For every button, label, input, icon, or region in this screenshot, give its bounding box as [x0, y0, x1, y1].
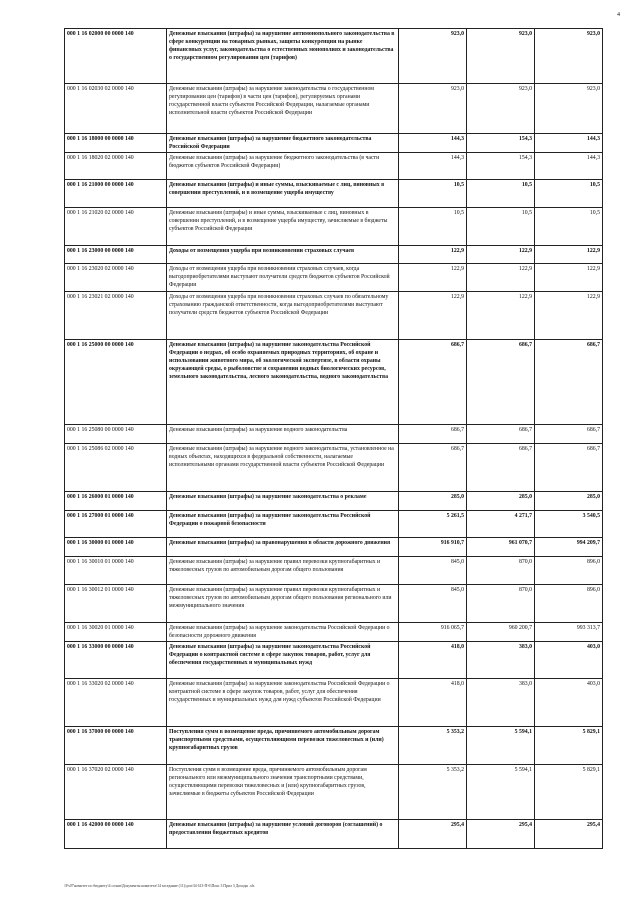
budget-code-cell: 000 1 16 33020 02 0000 140: [65, 679, 167, 727]
amount-year-1-cell: 10,5: [399, 208, 467, 246]
budget-code-cell: 000 1 16 26000 01 0000 140: [65, 492, 167, 511]
revenue-name-cell: Денежные взыскания (штрафы) за нарушение законодательства Российской Федерации о безопасности дорожного движения: [167, 623, 399, 642]
amount-year-2-cell: 960 200,7: [467, 623, 535, 642]
table-row: [65, 84, 603, 134]
amount-year-1-cell: 686,7: [399, 340, 467, 425]
budget-code-cell: 000 1 16 23020 02 0000 140: [65, 264, 167, 292]
table-row: [65, 134, 603, 153]
amount-year-2-cell: 10,5: [467, 180, 535, 208]
table-row: [65, 208, 603, 246]
table-row: [65, 557, 603, 585]
budget-code-cell: 000 1 16 25000 00 0000 140: [65, 340, 167, 425]
amount-year-3-cell: 403,0: [535, 642, 603, 679]
revenue-table: [64, 28, 603, 849]
amount-year-3-cell: 994 209,7: [535, 538, 603, 557]
table-row: [65, 246, 603, 264]
revenue-name-cell: Денежные взыскания (штрафы) за нарушение условий договоров (соглашений) о предоставлении бюджетных кредитов: [167, 820, 399, 849]
table-row: [65, 292, 603, 340]
amount-year-2-cell: 383,0: [467, 642, 535, 679]
revenue-name-cell: Денежные взыскания (штрафы) и иные суммы, взыскиваемые с лиц, виновных в совершении преступлений, и в возмещение ущерба имуществу, зачисляемые в бюджеты субъектов Российской Федерации: [167, 208, 399, 246]
page-number: 4: [617, 12, 620, 18]
revenue-name-cell: Денежные взыскания (штрафы) за нарушение водного законодательства, установленное на водных объектах, находящихся в федеральной собственности, налагаемые исполнительными органами государственной власти субъектов Российской Федерации: [167, 444, 399, 492]
amount-year-2-cell: 923,0: [467, 29, 535, 84]
budget-code-cell: 000 1 16 18000 00 0000 140: [65, 134, 167, 153]
table-row: [65, 29, 603, 84]
revenue-name-cell: Денежные взыскания (штрафы) и иные суммы, взыскиваемые с лиц, виновных в совершении преступлений, и в возмещение ущерба имуществу: [167, 180, 399, 208]
amount-year-1-cell: 122,9: [399, 292, 467, 340]
revenue-name-cell: Денежные взыскания (штрафы) за нарушение законодательства Российской Федерации о пожарной безопасности: [167, 511, 399, 538]
amount-year-1-cell: 295,4: [399, 820, 467, 849]
amount-year-1-cell: 5 261,5: [399, 511, 467, 538]
table-row: [65, 642, 603, 679]
amount-year-2-cell: 686,7: [467, 340, 535, 425]
amount-year-1-cell: 122,9: [399, 264, 467, 292]
amount-year-2-cell: 686,7: [467, 425, 535, 444]
revenue-name-cell: Денежные взыскания (штрафы) за правонарушения в области дорожного движения: [167, 538, 399, 557]
table-row: [65, 153, 603, 180]
revenue-name-cell: Доходы от возмещения ущерба при возникновении страховых случаев по обязательному страхованию гражданской ответственности, когда выгодоприобретателями выступают получатели средств бюджетов субъектов Российской Федерации: [167, 292, 399, 340]
revenue-name-cell: Денежные взыскания (штрафы) за нарушение правил перевозки крупногабаритных и тяжеловесных грузов по автомобильным дорогам общего пользования: [167, 557, 399, 585]
amount-year-3-cell: 10,5: [535, 208, 603, 246]
amount-year-1-cell: 285,0: [399, 492, 467, 511]
amount-year-1-cell: 845,0: [399, 585, 467, 623]
budget-code-cell: 000 1 16 25086 02 0000 140: [65, 444, 167, 492]
amount-year-3-cell: 10,5: [535, 180, 603, 208]
table-row: [65, 623, 603, 642]
amount-year-1-cell: 916 065,7: [399, 623, 467, 642]
amount-year-1-cell: 916 910,7: [399, 538, 467, 557]
budget-code-cell: 000 1 16 18020 02 0000 140: [65, 153, 167, 180]
amount-year-3-cell: 896,0: [535, 557, 603, 585]
amount-year-2-cell: 154,3: [467, 134, 535, 153]
amount-year-3-cell: 686,7: [535, 340, 603, 425]
amount-year-1-cell: 923,0: [399, 29, 467, 84]
file-path-footer: \\Fs07\комитет по бюджету\4 созыв\Документы комитета\14 заседание (11)\доп\34 613-П-6\Пояс 3 Прил 3 Доходы .xls: [64, 884, 255, 888]
amount-year-2-cell: 4 271,7: [467, 511, 535, 538]
table-row: [65, 765, 603, 820]
amount-year-3-cell: 285,0: [535, 492, 603, 511]
amount-year-2-cell: 961 070,7: [467, 538, 535, 557]
amount-year-2-cell: 122,9: [467, 264, 535, 292]
table-row: [65, 264, 603, 292]
amount-year-3-cell: 686,7: [535, 444, 603, 492]
revenue-name-cell: Денежные взыскания (штрафы) за нарушение законодательства Российской Федерации о контрактной системе в сфере закупок товаров, работ, услуг для обеспечения государственных и муниципальных нужд для нужд субъектов Российской Федерации: [167, 679, 399, 727]
amount-year-2-cell: 154,3: [467, 153, 535, 180]
revenue-name-cell: Денежные взыскания (штрафы) за нарушение водного законодательства: [167, 425, 399, 444]
revenue-table-body: [65, 29, 603, 849]
revenue-name-cell: Поступления сумм в возмещение вреда, причиняемого автомобильным дорогам регионального или межмуниципального значения транспортными средствами, осуществляющими перевозки тяжеловесных и (или) крупногабаритных грузов, зачисляемые в бюджеты субъектов Российской Федерации: [167, 765, 399, 820]
amount-year-3-cell: 923,0: [535, 29, 603, 84]
table-row: [65, 538, 603, 557]
budget-code-cell: 000 1 16 30020 01 0000 140: [65, 623, 167, 642]
amount-year-1-cell: 418,0: [399, 679, 467, 727]
amount-year-1-cell: 10,5: [399, 180, 467, 208]
amount-year-2-cell: 285,0: [467, 492, 535, 511]
amount-year-3-cell: 686,7: [535, 425, 603, 444]
table-row: [65, 340, 603, 425]
amount-year-3-cell: 144,3: [535, 153, 603, 180]
amount-year-2-cell: 122,9: [467, 292, 535, 340]
amount-year-1-cell: 5 353,2: [399, 727, 467, 765]
table-row: [65, 444, 603, 492]
amount-year-2-cell: 870,0: [467, 585, 535, 623]
amount-year-2-cell: 122,9: [467, 246, 535, 264]
amount-year-3-cell: 5 829,1: [535, 727, 603, 765]
revenue-name-cell: Денежные взыскания (штрафы) за нарушение правил перевозки крупногабаритных и тяжеловесных грузов по автомобильным дорогам общего пользования регионального или межмуниципального значения: [167, 585, 399, 623]
amount-year-3-cell: 3 540,5: [535, 511, 603, 538]
budget-code-cell: 000 1 16 27000 01 0000 140: [65, 511, 167, 538]
amount-year-1-cell: 923,0: [399, 84, 467, 134]
budget-code-cell: 000 1 16 42000 00 0000 140: [65, 820, 167, 849]
amount-year-2-cell: 5 594,1: [467, 765, 535, 820]
table-row: [65, 820, 603, 849]
budget-code-cell: 000 1 16 33000 00 0000 140: [65, 642, 167, 679]
amount-year-3-cell: 295,4: [535, 820, 603, 849]
amount-year-2-cell: 295,4: [467, 820, 535, 849]
amount-year-3-cell: 923,0: [535, 84, 603, 134]
revenue-name-cell: Поступления сумм в возмещение вреда, причиняемого автомобильным дорогам транспортными средствами, осуществляющими перевозки тяжеловесных и (или) крупногабаритных грузов: [167, 727, 399, 765]
amount-year-2-cell: 870,0: [467, 557, 535, 585]
budget-code-cell: 000 1 16 30012 01 0000 140: [65, 585, 167, 623]
table-row: [65, 727, 603, 765]
amount-year-3-cell: 122,9: [535, 264, 603, 292]
table-row: [65, 425, 603, 444]
amount-year-1-cell: 144,3: [399, 153, 467, 180]
amount-year-3-cell: 5 829,1: [535, 765, 603, 820]
amount-year-3-cell: 144,3: [535, 134, 603, 153]
revenue-name-cell: Денежные взыскания (штрафы) за нарушение законодательства о государственном регулировании цен (тарифов) в части цен (тарифов), регулируемых органами государственной власти субъектов Российской Федерации, налагаемые органами исполнительной власти субъектов Российской Федерации: [167, 84, 399, 134]
amount-year-1-cell: 5 353,2: [399, 765, 467, 820]
amount-year-1-cell: 122,9: [399, 246, 467, 264]
amount-year-1-cell: 144,3: [399, 134, 467, 153]
revenue-name-cell: Денежные взыскания (штрафы) за нарушение бюджетного законодательства (в части бюджетов субъектов Российской Федерации): [167, 153, 399, 180]
amount-year-3-cell: 122,9: [535, 292, 603, 340]
table-row: [65, 492, 603, 511]
amount-year-2-cell: 686,7: [467, 444, 535, 492]
amount-year-2-cell: 5 594,1: [467, 727, 535, 765]
table-row: [65, 585, 603, 623]
revenue-name-cell: Денежные взыскания (штрафы) за нарушение законодательства Российской Федерации о недрах, об особо охраняемых природных территориях, об охране и использовании животного мира, об экологической экспертизе, в области охраны окружающей среды, о рыболовстве и сохранении водных биологических ресурсов, земельного законодательства, лесного законодательства, водного законодательства: [167, 340, 399, 425]
amount-year-2-cell: 383,0: [467, 679, 535, 727]
amount-year-2-cell: 10,5: [467, 208, 535, 246]
budget-code-cell: 000 1 16 30000 01 0000 140: [65, 538, 167, 557]
amount-year-3-cell: 403,0: [535, 679, 603, 727]
table-row: [65, 180, 603, 208]
revenue-name-cell: Доходы от возмещения ущерба при возникновении страховых случаев, когда выгодоприобретателями выступают получатели средств бюджетов субъектов Российской Федерации: [167, 264, 399, 292]
budget-code-cell: 000 1 16 21020 02 0000 140: [65, 208, 167, 246]
amount-year-1-cell: 686,7: [399, 425, 467, 444]
budget-code-cell: 000 1 16 21000 00 0000 140: [65, 180, 167, 208]
budget-code-cell: 000 1 16 25080 00 0000 140: [65, 425, 167, 444]
revenue-name-cell: Денежные взыскания (штрафы) за нарушение законодательства Российской Федерации о контрактной системе в сфере закупок товаров, работ, услуг для обеспечения государственных и муниципальных нужд: [167, 642, 399, 679]
amount-year-2-cell: 923,0: [467, 84, 535, 134]
revenue-name-cell: Денежные взыскания (штрафы) за нарушение законодательства о рекламе: [167, 492, 399, 511]
budget-code-cell: 000 1 16 23000 00 0000 140: [65, 246, 167, 264]
budget-code-cell: 000 1 16 37000 00 0000 140: [65, 727, 167, 765]
amount-year-3-cell: 993 313,7: [535, 623, 603, 642]
revenue-name-cell: Доходы от возмещения ущерба при возникновении страховых случаев: [167, 246, 399, 264]
amount-year-1-cell: 686,7: [399, 444, 467, 492]
budget-code-cell: 000 1 16 02000 00 0000 140: [65, 29, 167, 84]
amount-year-1-cell: 845,0: [399, 557, 467, 585]
amount-year-1-cell: 418,0: [399, 642, 467, 679]
amount-year-3-cell: 122,9: [535, 246, 603, 264]
revenue-name-cell: Денежные взыскания (штрафы) за нарушение бюджетного законодательства Российской Федерации: [167, 134, 399, 153]
table-row: [65, 679, 603, 727]
revenue-name-cell: Денежные взыскания (штрафы) за нарушение антимонопольного законодательства в сфере конкуренции на товарных рынках, защиты конкуренции на рынке финансовых услуг, законодательства о естественных монополиях и законодательства о государственном регулировании цен (тарифов): [167, 29, 399, 84]
budget-code-cell: 000 1 16 02030 02 0000 140: [65, 84, 167, 134]
budget-code-cell: 000 1 16 30010 01 0000 140: [65, 557, 167, 585]
table-row: [65, 511, 603, 538]
budget-code-cell: 000 1 16 37020 02 0000 140: [65, 765, 167, 820]
amount-year-3-cell: 896,0: [535, 585, 603, 623]
budget-code-cell: 000 1 16 23021 02 0000 140: [65, 292, 167, 340]
